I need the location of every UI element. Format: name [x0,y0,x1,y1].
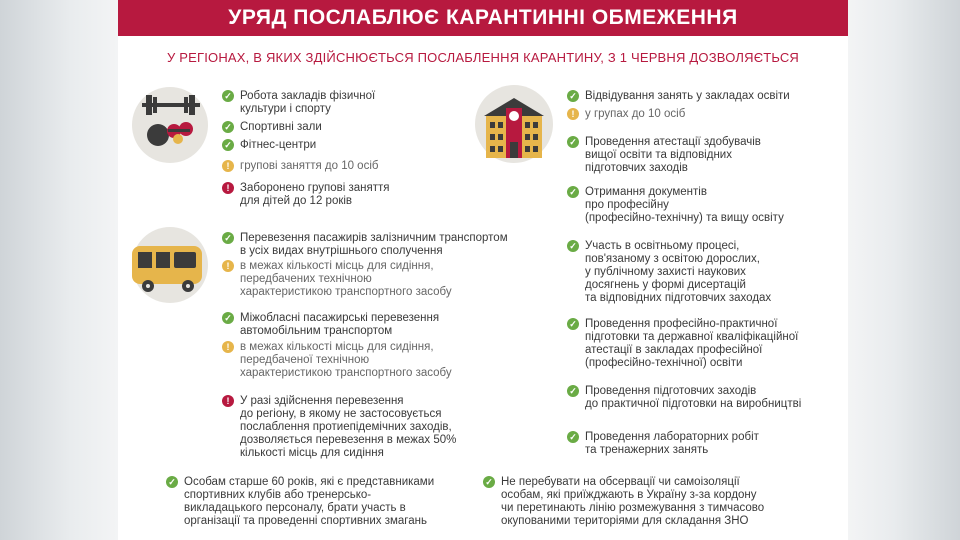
dumbbell-weights-icon [132,87,212,167]
prohibition-icon: ! [222,395,234,407]
check-icon: ✓ [222,232,234,244]
sport-item-facilities: ✓ Робота закладів фізичної культури і спорту [222,90,375,116]
background-left-blur [0,0,118,540]
education-item-vocational: ✓ Проведення професійно-практичної підготовки та державної кваліфікаційної атестації в закладах професійної (професійно-технічної) освіти [567,318,798,370]
warning-icon: ! [222,160,234,172]
check-icon: ✓ [567,385,579,397]
check-icon: ✓ [567,318,579,330]
background-right-blur [848,0,960,540]
seniors-item: ✓ Особам старше 60 років, які є представниками спортивних клубів або тренерсько- викладацького персоналу, брати участь в організації та проведенні спортивних змагань [166,476,434,528]
check-icon: ✓ [567,240,579,252]
infographic-sheet [118,0,848,540]
transport-item-fifty-percent: ! У разі здійснення перевезення до регіону, в якому не застосовується послаблення протиепідемічних заходів, дозволяється перевезення в межах 50% кількості місць для сидіння [222,395,456,460]
check-icon: ✓ [483,476,495,488]
school-building-icon [474,90,554,162]
education-item-attestation: ✓ Проведення атестації здобувачів вищої освіти та відповідних підготовчих заходів [567,136,761,175]
transport-item-rail: ✓ Перевезення пасажирів залізничним транспортом в усіх видах внутрішнього сполучення [222,232,508,258]
transport-item-intercity: ✓ Міжобласні пасажирські перевезення автомобільним транспортом [222,312,439,338]
education-item-attendance: ✓ Відвідування занять у закладах освіти [567,90,790,103]
sport-item-fitness: ✓ Фітнес-центри [222,139,316,152]
sport-item-children-ban: ! Заборонено групові заняття для дітей до 12 років [222,182,390,208]
warning-icon: ! [222,260,234,272]
transport-item-rail-limit: ! в межах кількості місць для сидіння, передбачених технічною характеристикою транспортного засобу [222,260,452,299]
warning-icon: ! [222,341,234,353]
check-icon: ✓ [222,121,234,133]
sport-item-group-limit: ! групові заняття до 10 осіб [222,160,378,173]
education-item-practical: ✓ Проведення підготовчих заходів до практичної підготовки на виробництві [567,385,801,411]
education-item-adult-learning: ✓ Участь в освітньому процесі, пов'язаному з освітою дорослих, у публічному захисті наукових досягнень у формі дисертацій та відповідних підготовчих заходах [567,240,771,305]
check-icon: ✓ [567,431,579,443]
check-icon: ✓ [567,186,579,198]
title-banner [118,0,848,36]
page-subtitle: У РЕГІОНАХ, В ЯКИХ ЗДІЙСНЮЄТЬСЯ ПОСЛАБЛЕННЯ КАРАНТИНУ, З 1 ЧЕРВНЯ ДОЗВОЛЯЄТЬСЯ [166,50,800,65]
check-icon: ✓ [222,90,234,102]
check-icon: ✓ [222,139,234,151]
warning-icon: ! [567,108,579,120]
education-item-documents: ✓ Отримання документів про професійну (професійно-технічну) та вищу освіту [567,186,784,225]
education-item-group-limit: ! у групах до 10 осіб [567,108,685,121]
transport-item-intercity-limit: ! в межах кількості місць для сидіння, передбаченої технічною характеристикою транспортного засобу [222,341,452,380]
observation-item: ✓ Не перебувати на обсервації чи самоізоляції особам, які приїжджають в Україну з-за кордону чи перетинають лінію розмежування з тимчасово окупованими територіями для складання ЗНО [483,476,764,528]
prohibition-icon: ! [222,182,234,194]
bus-icon [128,242,212,298]
check-icon: ✓ [567,90,579,102]
check-icon: ✓ [222,312,234,324]
sport-item-gyms: ✓ Спортивні зали [222,121,322,134]
check-icon: ✓ [166,476,178,488]
page-title: УРЯД ПОСЛАБЛЮЄ КАРАНТИННІ ОБМЕЖЕННЯ [228,6,738,29]
check-icon: ✓ [567,136,579,148]
education-item-labs: ✓ Проведення лабораторних робіт та тренажерних занять [567,431,759,457]
